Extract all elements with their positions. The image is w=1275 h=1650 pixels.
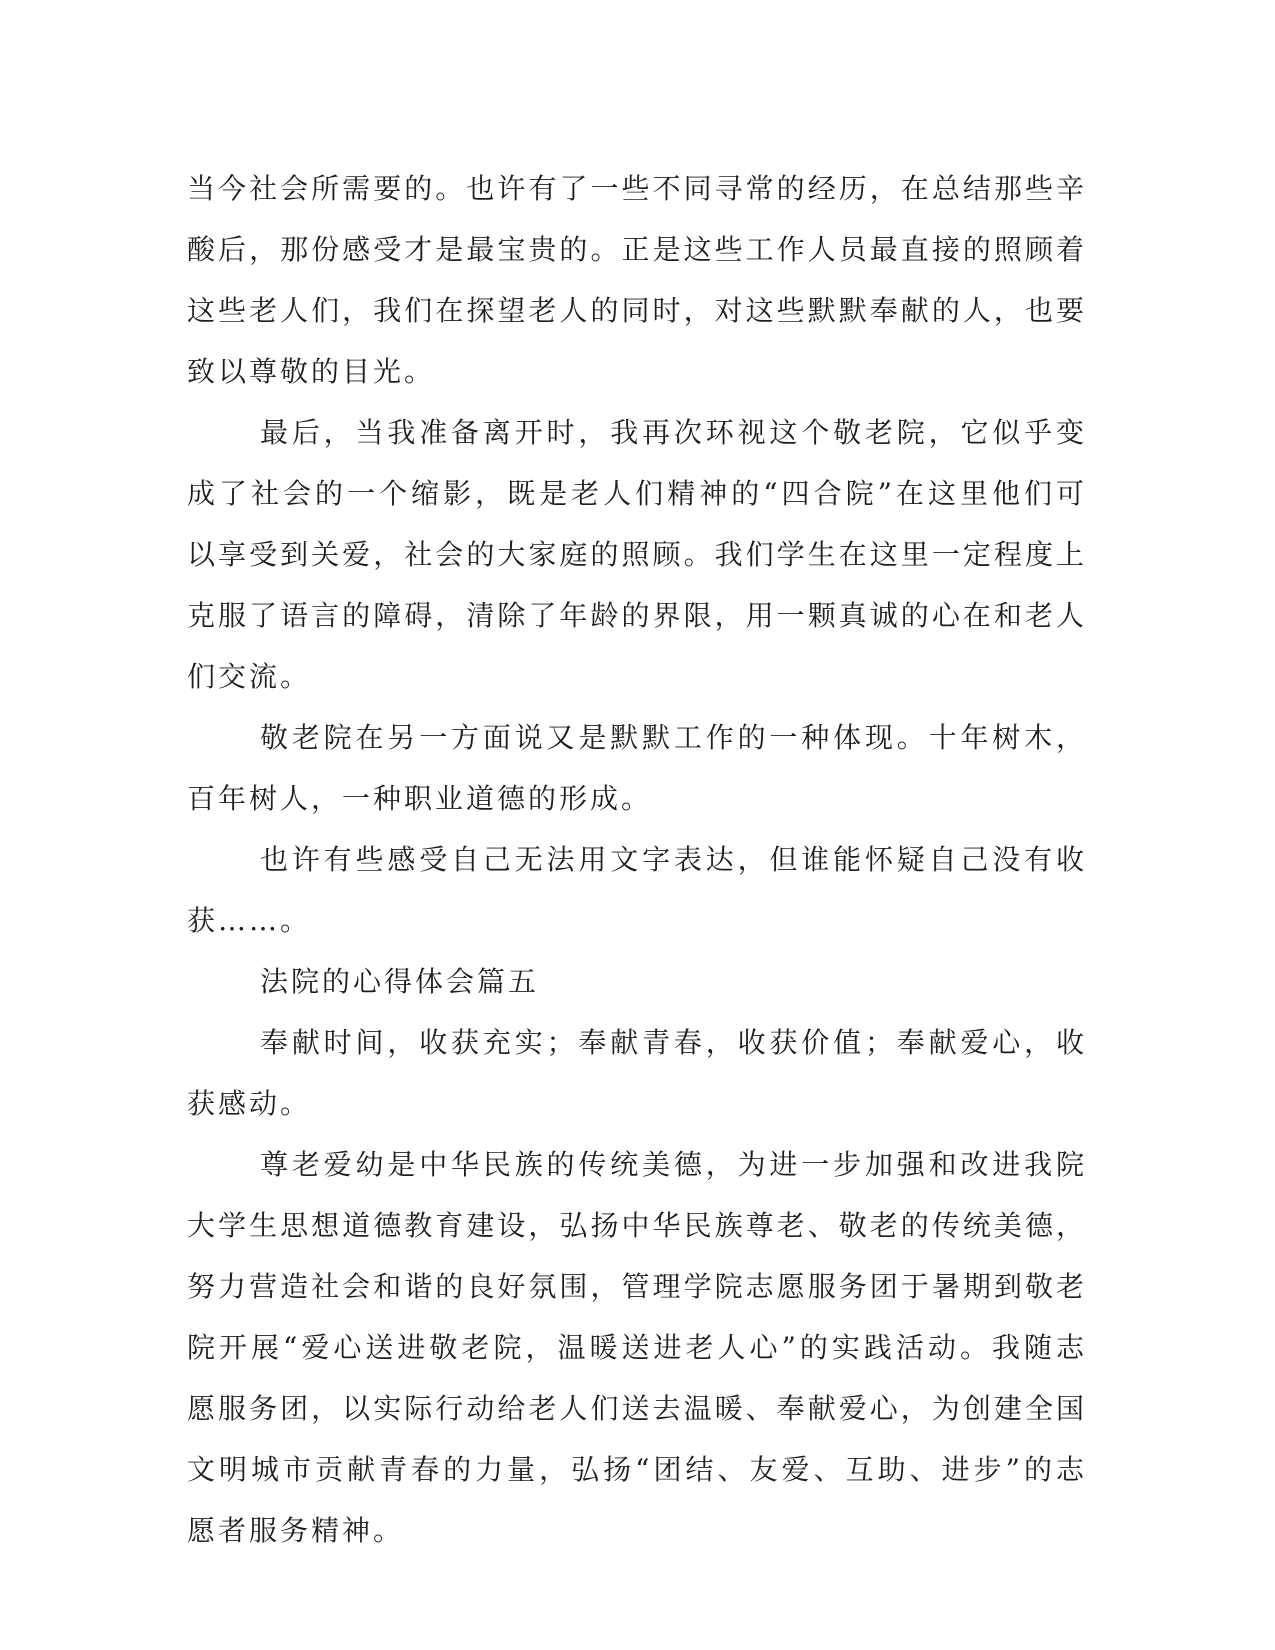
paragraph-feelings: 也许有些感受自己无法用文字表达，但谁能怀疑自己没有收获……。 bbox=[187, 843, 1087, 937]
paragraph-nursing-home: 敬老院在另一方面说又是默默工作的一种体现。十年树木，百年树人，一种职业道德的形成。 bbox=[187, 721, 1087, 815]
paragraph-leaving: 最后，当我准备离开时，我再次环视这个敬老院，它似乎变成了社会的一个缩影，既是老人们精神的“四合院”在这里他们可以享受到关爱，社会的大家庭的照顾。我们学生在这里一定程度上克服了语言的障碍，清除了年龄的界限，用一颗真诚的心在和老人们交流。 bbox=[187, 416, 1087, 693]
paragraph-dedication: 奉献时间，收获充实；奉献青春，收获价值；奉献爱心，收获感动。 bbox=[187, 1026, 1087, 1120]
section-heading: 法院的心得体会篇五 bbox=[260, 965, 540, 998]
document-body bbox=[187, 158, 1087, 1561]
paragraph-continued: 当今社会所需要的。也许有了一些不同寻常的经历，在总结那些辛酸后，那份感受才是最宝贵的。正是这些工作人员最直接的照顾着这些老人们，我们在探望老人的同时，对这些默默奉献的人，也要致以尊敬的目光。 bbox=[187, 172, 1087, 388]
paragraph-respect-elders: 尊老爱幼是中华民族的传统美德，为进一步加强和改进我院大学生思想道德教育建设，弘扬中华民族尊老、敬老的传统美德，努力营造社会和谐的良好氛围，管理学院志愿服务团于暑期到敬老院开展“爱心送进敬老院，温暖送进老人心”的实践活动。我随志愿服务团，以实际行动给老人们送去温暖、奉献爱心，为创建全国文明城市贡献青春的力量，弘扬“团结、友爱、互助、进步”的志愿者服务精神。 bbox=[187, 1148, 1087, 1547]
